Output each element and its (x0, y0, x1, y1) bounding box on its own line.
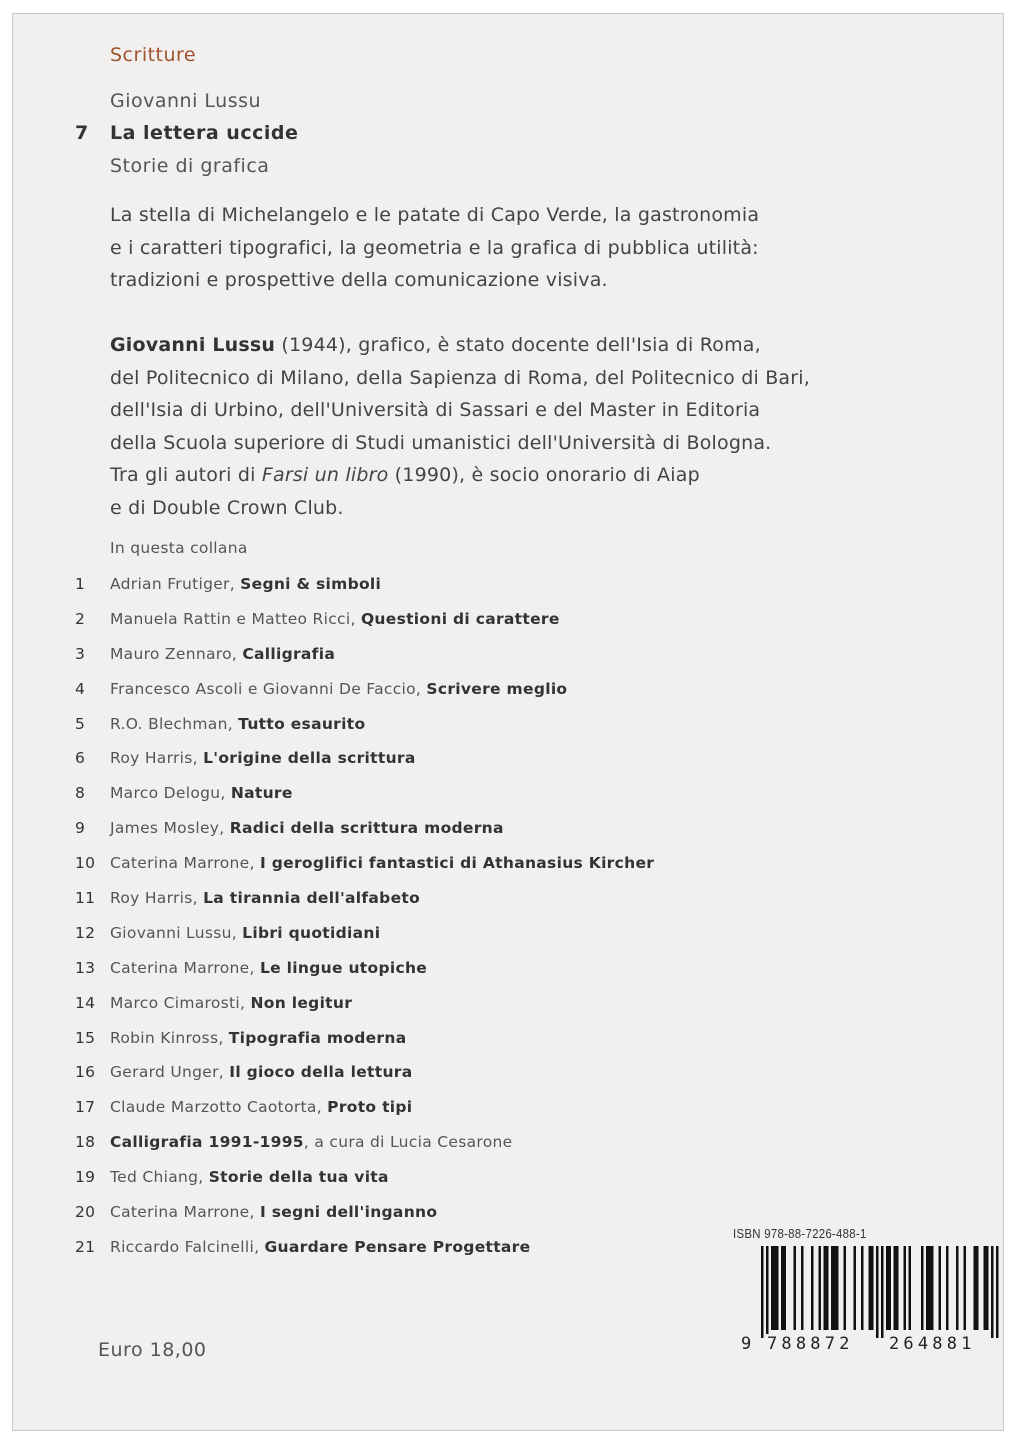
barcode-bar (784, 1246, 787, 1330)
series-list-item (13, 1162, 813, 1197)
series-list-item (13, 1057, 813, 1092)
blurb-line: tradizioni e prospettive della comunicazione visiva. (110, 269, 608, 291)
series-item-text (110, 645, 335, 663)
blurb-line: La stella di Michelangelo e le patate di Capo Verde, la gastronomia (110, 204, 760, 226)
series-item-number: 1 (75, 575, 86, 593)
barcode-bar (946, 1246, 949, 1330)
series-item-number: 17 (75, 1098, 96, 1117)
barcode-bar (956, 1246, 959, 1330)
isbn-label: ISBN 978-88-7226-488-1 (733, 1226, 867, 1241)
series-item-author: Francesco Ascoli e Giovanni De Faccio, (110, 679, 427, 698)
series-list-item (13, 709, 813, 744)
barcode-bar (781, 1246, 784, 1330)
series-list-item (13, 1232, 813, 1267)
series-item-title: I segni dell'inganno (259, 1203, 438, 1222)
barcode-bar (819, 1246, 822, 1330)
series-number: 7 (75, 122, 89, 144)
series-item-number: 11 (75, 889, 96, 908)
series-item-text (110, 1133, 512, 1151)
series-item-text (110, 1238, 530, 1256)
series-item-title: Segni & simboli (240, 575, 382, 593)
series-item-author: Giovanni Lussu, (110, 923, 243, 942)
series-item-title: Tutto esaurito (238, 714, 366, 733)
barcode-bar (774, 1246, 777, 1330)
series-item-author: Roy Harris, (110, 889, 204, 908)
barcode-bar (801, 1246, 804, 1330)
series-item-title: Le lingue utopiche (259, 958, 428, 977)
series-item-number: 13 (75, 958, 96, 977)
series-item-title: Proto tipi (327, 1098, 413, 1117)
series-list-item (13, 743, 813, 778)
barcode-bar (794, 1246, 797, 1330)
price: Euro 18,00 (98, 1339, 207, 1361)
series-item-text (110, 784, 293, 802)
barcode-bar (771, 1246, 774, 1330)
series-item-text (110, 575, 381, 593)
series-item-number: 14 (75, 993, 96, 1012)
series-item-text (110, 959, 427, 977)
series-item-author: Riccardo Falcinelli, (110, 1237, 265, 1256)
barcode-bar (854, 1246, 857, 1330)
series-item-number: 9 (75, 819, 86, 838)
barcode-bar (889, 1246, 892, 1330)
cited-book-title: Farsi un libro (261, 464, 389, 486)
barcode-bar (811, 1246, 814, 1330)
series-list-item (13, 918, 813, 953)
barcode-bar (929, 1246, 932, 1330)
series-list-item (13, 813, 813, 848)
series-item-author: Gerard Unger, (110, 1063, 230, 1082)
series-item-title: Libri quotidiani (242, 923, 381, 942)
series-item-number: 21 (75, 1237, 96, 1256)
barcode-guard-bar (761, 1246, 764, 1338)
series-item-number: 16 (75, 1063, 96, 1082)
book-subtitle: Storie di grafica (110, 155, 270, 177)
series-item-title: Guardare Pensare Progettare (264, 1237, 531, 1256)
barcode-bar (834, 1246, 837, 1330)
series-item-author: Adrian Frutiger, (110, 575, 241, 593)
series-list (13, 569, 813, 1267)
series-item-title: Calligrafia (242, 644, 336, 663)
series-item-number: 19 (75, 1168, 96, 1187)
barcode-guard-bar (766, 1246, 769, 1338)
barcode-bar (826, 1246, 829, 1330)
series-list-item (13, 988, 813, 1023)
series-name: Scritture (110, 44, 197, 66)
series-item-author: Caterina Marrone, (110, 1203, 260, 1222)
bio-line: Tra gli autori di Farsi un libro (1990), è socio onorario di Aiap (110, 464, 700, 486)
barcode-bar (861, 1246, 864, 1330)
series-item-author: Marco Delogu, (110, 784, 231, 803)
series-item-author: Marco Cimarosti, (110, 993, 251, 1012)
series-item-text (110, 749, 416, 767)
series-item-author: Mauro Zennaro, (110, 644, 243, 663)
barcode (741, 1246, 1008, 1364)
bio-author-name: Giovanni Lussu (110, 334, 276, 356)
series-item-number: 6 (75, 749, 86, 768)
series-list-item (13, 674, 813, 709)
series-item-title: Non legitur (250, 993, 353, 1012)
barcode-bar (926, 1246, 929, 1330)
barcode-bars (741, 1246, 1008, 1338)
barcode-bar (871, 1246, 874, 1330)
barcode-guard-bar (876, 1246, 879, 1338)
series-item-author: Ted Chiang, (110, 1168, 209, 1187)
book-blurb (110, 199, 900, 297)
barcode-bar (931, 1246, 934, 1330)
series-list-item (13, 604, 813, 639)
series-item-title: Calligrafia 1991-1995 (110, 1133, 304, 1152)
series-item-text (110, 1203, 437, 1221)
barcode-bar (974, 1246, 977, 1330)
barcode-guard-bar (996, 1246, 999, 1338)
barcode-bar (909, 1246, 912, 1330)
book-title: La lettera uccide (110, 122, 299, 144)
series-item-title: Tipografia moderna (228, 1028, 407, 1047)
series-item-number: 18 (75, 1133, 96, 1152)
author-bio (110, 329, 910, 524)
series-item-number: 12 (75, 923, 96, 942)
series-item-author: Claude Marzotto Caotorta, (110, 1098, 328, 1117)
barcode-bar (964, 1246, 967, 1330)
barcode-digits-right: 264881 (889, 1334, 976, 1354)
barcode-guard-bar (881, 1246, 884, 1338)
barcode-guard-bar (991, 1246, 994, 1338)
book-back-cover (12, 13, 1004, 1431)
barcode-bar (986, 1246, 989, 1330)
series-item-author: Manuela Rattin e Matteo Ricci, (110, 609, 361, 628)
series-item-text (110, 819, 504, 837)
barcode-bar (904, 1246, 907, 1330)
series-item-editor: , a cura di Lucia Cesarone (303, 1133, 513, 1152)
barcode-digits-left: 788872 (767, 1334, 854, 1354)
barcode-bar (869, 1246, 872, 1330)
series-item-title: Il gioco della lettura (229, 1063, 413, 1082)
series-item-text (110, 680, 567, 698)
series-item-text (110, 924, 380, 942)
series-item-title: La tirannia dell'alfabeto (203, 889, 421, 908)
series-item-text (110, 854, 654, 872)
barcode-bar (976, 1246, 979, 1330)
series-item-text (110, 1168, 389, 1186)
bio-line: del Politecnico di Milano, della Sapienza di Roma, del Politecnico di Bari, (110, 366, 811, 389)
series-list-item (13, 569, 813, 604)
barcode-bar (831, 1246, 834, 1330)
barcode-bar (984, 1246, 987, 1330)
series-item-number: 20 (75, 1203, 96, 1222)
barcode-bar (844, 1246, 847, 1330)
series-list-item (13, 1127, 813, 1162)
series-item-title: Radici della scrittura moderna (229, 819, 504, 838)
series-item-author: Robin Kinross, (110, 1028, 229, 1047)
series-list-item (13, 778, 813, 813)
barcode-bar (776, 1246, 779, 1330)
series-item-author: R.O. Blechman, (110, 714, 239, 733)
series-item-author: James Mosley, (110, 819, 230, 838)
series-item-title: Nature (230, 784, 293, 803)
barcode-bar (939, 1246, 942, 1330)
series-item-title: Scrivere meglio (426, 679, 568, 698)
series-list-item (13, 639, 813, 674)
series-item-number: 3 (75, 644, 86, 663)
series-item-text (110, 889, 420, 907)
series-list-item (13, 1197, 813, 1232)
series-item-number: 8 (75, 784, 86, 803)
series-item-number: 4 (75, 679, 86, 698)
series-item-author: Caterina Marrone, (110, 958, 260, 977)
series-item-text (110, 1063, 413, 1081)
series-item-title: Storie della tua vita (208, 1168, 389, 1187)
bio-line: e di Double Crown Club. (110, 496, 344, 519)
series-item-text (110, 994, 352, 1012)
series-item-text (110, 1098, 412, 1116)
barcode-digit-first: 9 (741, 1334, 752, 1354)
barcode-bar (894, 1246, 897, 1330)
series-item-text (110, 610, 560, 628)
bio-line: della Scuola superiore di Studi umanistici dell'Università di Bologna. (110, 431, 772, 454)
series-list-item (13, 1092, 813, 1127)
barcode-bar (886, 1246, 889, 1330)
blurb-line: e i caratteri tipografici, la geometria e la grafica di pubblica utilità: (110, 236, 759, 259)
series-list-item (13, 848, 813, 883)
barcode-bar (824, 1246, 827, 1330)
barcode-bar (896, 1246, 899, 1330)
series-item-number: 2 (75, 609, 86, 628)
series-item-title: I geroglifici fantastici di Athanasius Kircher (259, 854, 655, 873)
series-item-title: Questioni di carattere (360, 609, 560, 628)
barcode-bar (836, 1246, 839, 1330)
series-item-title: L'origine della scrittura (203, 749, 416, 768)
series-item-author: Caterina Marrone, (110, 854, 260, 873)
series-item-number: 10 (75, 854, 96, 873)
series-list-item (13, 953, 813, 988)
bio-line: dell'Isia di Urbino, dell'Università di Sassari e del Master in Editoria (110, 399, 761, 421)
series-item-text (110, 715, 365, 733)
series-list-heading: In questa collana (110, 539, 248, 557)
series-item-text (110, 1029, 406, 1047)
barcode-bar (921, 1246, 924, 1330)
bio-line: Giovanni Lussu (1944), grafico, è stato docente dell'Isia di Roma, (110, 334, 761, 356)
series-item-author: Roy Harris, (110, 749, 204, 768)
series-item-number: 5 (75, 714, 86, 733)
series-list-item (13, 1023, 813, 1058)
series-item-number: 15 (75, 1028, 96, 1047)
book-author: Giovanni Lussu (110, 90, 262, 112)
series-list-item (13, 883, 813, 918)
